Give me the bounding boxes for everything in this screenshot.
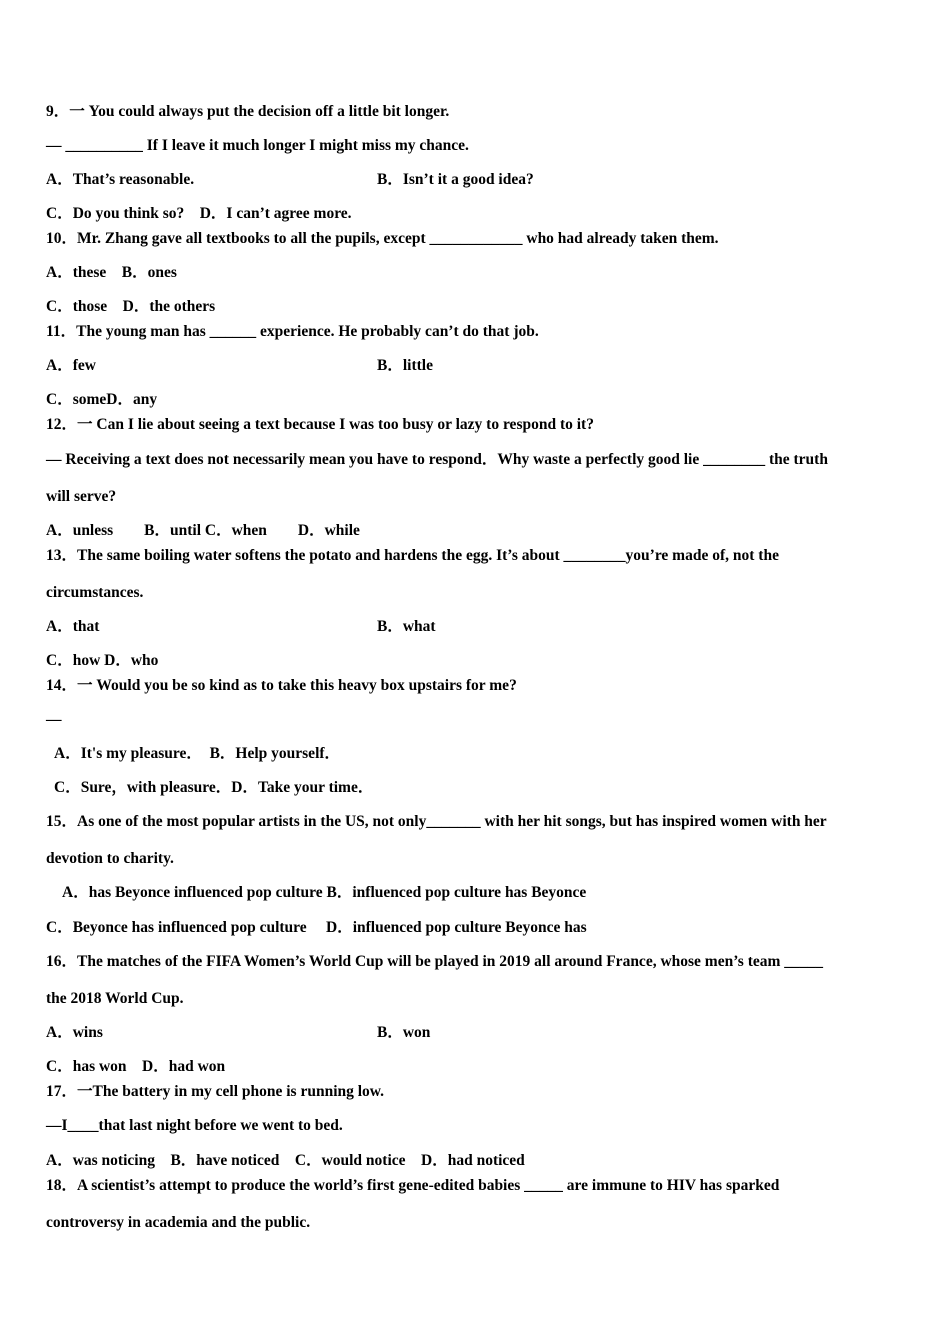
q9-stem: 9．一 You could always put the decision off a little bit longer. [46, 103, 450, 120]
q14-stem: 14．一 Would you be so kind as to take this heavy box upstairs for me? [46, 677, 517, 694]
q12-options: A．unless B．until C．when D．while [46, 522, 360, 539]
q13-options-cd: C．how D．who [46, 652, 159, 669]
q9-option-a: A．That’s reasonable. [46, 171, 195, 188]
q9-option-b: B．Isn’t it a good idea? [377, 171, 534, 188]
q14-options-ab: A．It's my pleasure． B．Help yourself． [54, 745, 341, 762]
q11-stem: 11．The young man has ______ experience. He probably can’t do that job. [46, 323, 539, 340]
q11-option-b: B．little [377, 357, 433, 374]
q11-option-a: A．few [46, 357, 96, 374]
q10-options-ab: A．these B．ones [46, 264, 177, 281]
q12-stem: 12．一 Can I lie about seeing a text because I was too busy or lazy to respond to it? [46, 416, 594, 433]
q16-option-a: A．wins [46, 1024, 103, 1041]
q12-reply-line1: — Receiving a text does not necessarily mean you have to respond．Why waste a perfectly good lie ________ the truth [46, 451, 828, 468]
q9-reply: — __________ If I leave it much longer I might miss my chance. [46, 137, 469, 154]
q16-options-cd: C．has won D．had won [46, 1058, 226, 1075]
q17-reply: —I____that last night before we went to bed. [46, 1117, 343, 1134]
q15-options-ab: A．has Beyonce influenced pop culture B．influenced pop culture has Beyonce [62, 884, 587, 901]
q12-reply-line2: will serve? [46, 488, 117, 505]
q10-options-cd: C．those D．the others [46, 298, 216, 315]
q11-options-cd: C．someD．any [46, 391, 158, 408]
q16-stem-line2: the 2018 World Cup. [46, 990, 184, 1007]
q15-stem-line2: devotion to charity. [46, 850, 174, 867]
q18-stem-line1: 18．A scientist’s attempt to produce the world’s first gene-edited babies _____ are immune to HIV has sparked [46, 1177, 780, 1194]
q17-options: A．was noticing B．have noticed C．would notice D．had noticed [46, 1152, 525, 1169]
q9-options-cd: C．Do you think so? D．I can’t agree more. [46, 205, 352, 222]
q13-stem-line2: circumstances. [46, 584, 144, 601]
q17-stem: 17．一The battery in my cell phone is running low. [46, 1083, 385, 1100]
q14-options-cd: C．Sure，with pleasure．D．Take your time． [54, 779, 374, 796]
q15-stem-line1: 15．As one of the most popular artists in the US, not only_______ with her hit songs, but has inspired women with her [46, 813, 827, 830]
q14-reply: — [46, 711, 62, 728]
q15-options-cd: C．Beyonce has influenced pop culture D．influenced pop culture Beyonce has [46, 919, 587, 936]
q13-option-a: A．that [46, 618, 100, 635]
q13-stem-line1: 13．The same boiling water softens the potato and hardens the egg. It’s about ________you’re made of, not the [46, 547, 779, 564]
q13-option-b: B．what [377, 618, 436, 635]
q16-stem-line1: 16．The matches of the FIFA Women’s World Cup will be played in 2019 all around France, whose men’s team _____ [46, 953, 824, 970]
q16-option-b: B．won [377, 1024, 431, 1041]
q10-stem: 10．Mr. Zhang gave all textbooks to all the pupils, except ____________ who had already taken them. [46, 230, 719, 247]
q18-stem-line2: controversy in academia and the public. [46, 1214, 311, 1231]
